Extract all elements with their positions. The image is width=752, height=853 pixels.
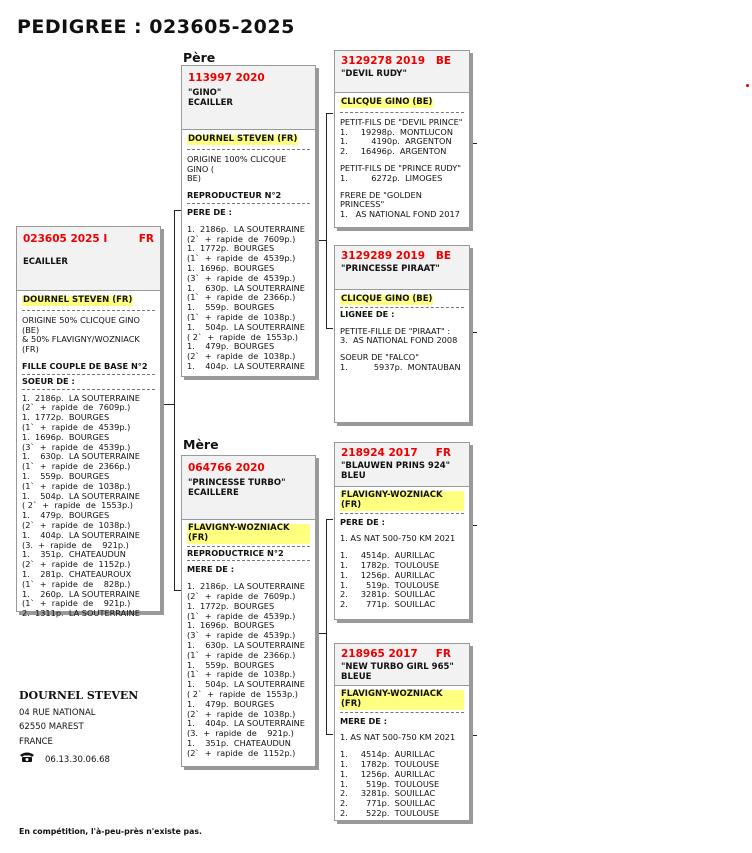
result-line: 1. 630p. LA SOUTERRAINE — [22, 451, 140, 462]
subject-card-header — [17, 227, 160, 291]
result-line: ( 2` + rapide de 1553p.) — [187, 331, 298, 342]
result-line: 2. 3281p. SOUILLAC — [340, 589, 436, 600]
result-line: 1. 351p. CHATEAUDUN — [187, 737, 291, 748]
result-line: (1` + rapide de 2366p.) — [22, 461, 131, 472]
maternal-grandfather-card — [334, 442, 470, 620]
result-line: 1. 5937p. MONTAUBAN — [340, 361, 461, 372]
result-line: 1. 630p. LA SOUTERRAINE — [187, 282, 305, 293]
result-line: 1. 1256p. AURILLAC — [340, 569, 435, 580]
pigeon-color: ECAILLER — [188, 98, 233, 108]
result-line: (1` + rapide de 2366p.) — [187, 649, 296, 660]
country-code: BE — [435, 250, 451, 262]
connector — [326, 519, 327, 734]
ring-number: 218965 2017 — [341, 648, 418, 660]
country-code: FR — [138, 233, 154, 245]
ring-number: 113997 2020 — [188, 72, 265, 84]
result-line: 1. 4514p. AURILLAC — [340, 550, 435, 561]
owner-highlight: FLAVIGNY-WOZNIACK (FR) — [187, 524, 310, 544]
result-line: 1. 504p. LA SOUTERRAINE — [22, 490, 140, 501]
result-line: 1. 519p. TOULOUSE — [340, 579, 440, 590]
result-line: ( 2` + rapide de 1553p.) — [187, 688, 298, 699]
result-line: 1. 479p. BOURGES — [187, 698, 275, 709]
card-header — [335, 443, 469, 487]
subject-card — [16, 226, 161, 619]
result-line: (3` + rapide de 4539p.) — [187, 272, 296, 283]
result-line: 1. 1256p. AURILLAC — [340, 768, 435, 779]
father-label: Père — [183, 50, 216, 65]
lineage-line: FRERE DE "GOLDEN PRINCESS" — [340, 189, 422, 210]
results-list — [187, 225, 310, 372]
result-line: (1` + rapide de 2366p.) — [187, 292, 296, 303]
achievement-line: 1. AS NAT 500-750 KM 2021 — [340, 732, 456, 743]
results-list — [340, 363, 464, 373]
result-line: 1. 1782p. TOULOUSE — [340, 559, 440, 570]
role-label: REPRODUCTEUR N°2 — [187, 190, 282, 201]
result-line: 1. 504p. LA SOUTERRAINE — [187, 321, 305, 332]
result-line: (1` + rapide de 1038p.) — [22, 480, 131, 491]
section-label: SOEUR DE : — [22, 375, 75, 386]
result-line: 1. 1772p. BOURGES — [187, 243, 275, 254]
result-line: 2. 771p. SOUILLAC — [340, 798, 436, 809]
connector — [174, 590, 181, 591]
result-line: 1. 260p. LA SOUTERRAINE — [22, 588, 140, 599]
ring-number: 218924 2017 — [341, 447, 418, 459]
result-line: (1` + rapide de 921p.) — [22, 598, 131, 609]
result-line: (2` + rapide de 7609p.) — [187, 233, 296, 244]
result-line: 1. 2186p. LA SOUTERRAINE — [22, 392, 140, 403]
results-list — [340, 336, 464, 346]
results-list — [340, 750, 464, 819]
owner-highlight: DOURNEL STEVEN (FR) — [23, 295, 133, 305]
result-line: 1. 19298p. MONTLUCON — [340, 126, 453, 137]
result-line: 1. 4190p. ARGENTON — [340, 136, 452, 147]
card-header — [335, 246, 469, 290]
result-line: (1` + rapide de 4539p.) — [187, 253, 296, 264]
pigeon-name: "GINO" — [188, 88, 222, 98]
results-list — [340, 128, 464, 157]
pigeon-name: "PRINCESSE TURBO" — [188, 478, 286, 488]
result-line: 1. 351p. CHATEAUDUN — [22, 549, 126, 560]
owner-highlight: FLAVIGNY-WOZNIACK (FR) — [340, 690, 464, 710]
connector — [326, 328, 333, 329]
page-title: PEDIGREE : 023605-2025 — [17, 16, 295, 38]
result-line: 1. 559p. BOURGES — [187, 659, 275, 670]
owner-highlight: CLICQUE GINO (BE) — [341, 294, 433, 304]
mother-label: Mère — [183, 437, 219, 452]
country-code: BE — [435, 55, 451, 67]
origin-line: BE) — [187, 173, 201, 184]
result-line: 1. 2186p. LA SOUTERRAINE — [187, 223, 305, 234]
section-label: PERE DE : — [340, 516, 385, 527]
results-list — [187, 582, 310, 758]
result-line: (1` + rapide de 4539p.) — [187, 610, 296, 621]
result-line: (1` + rapide de 828p.) — [22, 578, 131, 589]
section-label: LIGNEE DE : — [340, 308, 395, 319]
result-line: 1. 1772p. BOURGES — [22, 412, 110, 423]
pigeon-name: "BLAUWEN PRINS 924" — [341, 461, 451, 471]
origin-line: ORIGINE 100% CLICQUE GINO ( — [187, 153, 287, 174]
result-line: 1. 404p. LA SOUTERRAINE — [22, 529, 140, 540]
connector — [316, 633, 326, 634]
ring-number: 064766 2020 — [188, 462, 265, 474]
section-label: MERE DE : — [340, 715, 388, 726]
telephone-icon — [19, 751, 35, 769]
role-label: REPRODUCTRICE N°2 — [187, 547, 284, 558]
connector — [470, 525, 477, 526]
result-line: 1. 404p. LA SOUTERRAINE — [187, 718, 305, 729]
father-card — [181, 65, 316, 377]
connector — [326, 519, 333, 520]
result-line: (2` + rapide de 1152p.) — [187, 747, 296, 758]
result-line: 1. 519p. TOULOUSE — [340, 778, 440, 789]
mother-card — [181, 455, 316, 767]
maternal-grandmother-card — [334, 643, 470, 821]
result-line: (2` + rapide de 7609p.) — [22, 402, 131, 413]
result-line: 1. 479p. BOURGES — [187, 341, 275, 352]
result-line: 1. 6272p. LIMOGES — [340, 172, 443, 183]
result-line: 1. 4514p. AURILLAC — [340, 749, 435, 760]
result-line: 2. 3281p. SOUILLAC — [340, 788, 436, 799]
result-line: (3` + rapide de 4539p.) — [22, 441, 131, 452]
card-header — [335, 644, 469, 686]
phone-number: 06.13.30.06.68 — [45, 754, 110, 765]
result-line: 2. 522p. TOULOUSE — [340, 807, 440, 818]
connector — [470, 332, 477, 333]
card-header — [335, 51, 469, 93]
result-line: (1` + rapide de 1038p.) — [187, 311, 296, 322]
achievement-line: 1. AS NAT 500-750 KM 2021 — [340, 533, 456, 544]
owner-highlight: FLAVIGNY-WOZNIACK (FR) — [340, 491, 464, 511]
result-line: 1. 1772p. BOURGES — [187, 600, 275, 611]
lineage-line: PETIT-FILS DE "DEVIL PRINCE" — [340, 116, 463, 127]
lineage-line: SOEUR DE "FALCO" — [340, 352, 419, 363]
owner-highlight: CLICQUE GINO (BE) — [341, 97, 433, 107]
father-card-header — [182, 66, 315, 130]
mother-card-header — [182, 456, 315, 520]
origin-line: & 50% FLAVIGNY/WOZNIACK (FR) — [22, 334, 140, 355]
ring-number: 3129289 2019 — [341, 250, 426, 262]
pigeon-name: "PRINCESSE PIRAAT" — [341, 264, 440, 274]
result-line: (2` + rapide de 1038p.) — [22, 519, 131, 530]
connector — [174, 210, 181, 211]
result-line: 1. 559p. BOURGES — [187, 302, 275, 313]
country-line: FRANCE — [19, 736, 53, 747]
country-code: FR — [435, 648, 451, 660]
result-line: 2. 16496p. ARGENTON — [340, 146, 447, 157]
results-list — [22, 394, 155, 619]
connector — [326, 113, 333, 114]
result-line: 2. 771p. SOUILLAC — [340, 599, 436, 610]
result-line: (2` + rapide de 7609p.) — [187, 590, 296, 601]
lineage-line: PETIT-FILS DE "PRINCE RUDY" — [340, 162, 462, 173]
result-line: 1. 559p. BOURGES — [22, 470, 110, 481]
origin-line: ORIGINE 50% CLICQUE GINO (BE) — [22, 314, 140, 335]
connector — [326, 113, 327, 328]
result-line: 3. AS NATIONAL FOND 2008 — [340, 335, 458, 346]
country-code: FR — [435, 447, 451, 459]
owner-highlight: DOURNEL STEVEN (FR) — [188, 134, 298, 144]
connector — [162, 404, 174, 405]
red-dot-mark — [746, 84, 749, 87]
pigeon-name: ECAILLER — [23, 257, 68, 267]
lineage-line: PETITE-FILLE DE "PIRAAT" : — [340, 325, 451, 336]
result-line: 1. 1782p. TOULOUSE — [340, 758, 440, 769]
result-line: 1. 630p. LA SOUTERRAINE — [187, 639, 305, 650]
address-line: 62550 MAREST — [19, 722, 84, 732]
role-label: FILLE COUPLE DE BASE N°2 — [22, 360, 148, 371]
section-label: PERE DE : — [187, 206, 232, 217]
connector — [174, 210, 175, 590]
pigeon-color: ECAILLERE — [188, 488, 239, 498]
result-line: 2. 1311p. LA SOUTERRAINE — [22, 608, 140, 619]
results-list — [340, 551, 464, 610]
result-line: 1. 2186p. LA SOUTERRAINE — [187, 581, 305, 592]
section-label: MERE DE : — [187, 564, 235, 575]
result-line: 1. 504p. LA SOUTERRAINE — [187, 679, 305, 690]
ring-number: 023605 2025 I — [23, 233, 108, 245]
address-line: 04 RUE NATIONAL — [19, 707, 96, 718]
pigeon-color: BLEUE — [341, 672, 372, 682]
result-line: (1` + rapide de 1038p.) — [187, 669, 296, 680]
pigeon-name: "NEW TURBO GIRL 965" — [341, 662, 454, 672]
connector — [316, 240, 326, 241]
result-line: 1. 1696p. BOURGES — [187, 262, 275, 273]
result-line: 1. 1696p. BOURGES — [22, 431, 110, 442]
breeder-contact — [19, 689, 138, 769]
result-line: (3. + rapide de 921p.) — [22, 539, 129, 550]
breeder-name: DOURNEL STEVEN — [19, 689, 139, 702]
pigeon-name: "DEVIL RUDY" — [341, 69, 407, 79]
pigeon-color: BLEU — [341, 471, 366, 481]
result-line: (2` + rapide de 1038p.) — [187, 351, 296, 362]
connector — [470, 143, 477, 144]
paternal-grandmother-card — [334, 245, 470, 423]
motto: En compétition, l'à-peu-près n'existe pas. — [19, 827, 202, 836]
connector — [470, 735, 477, 736]
result-line: (2` + rapide de 1038p.) — [187, 708, 296, 719]
connector — [326, 734, 333, 735]
results-list — [340, 174, 464, 184]
result-line: (3. + rapide de 921p.) — [187, 728, 294, 739]
result-line: 1. 479p. BOURGES — [22, 510, 110, 521]
result-line: ( 2` + rapide de 1553p.) — [22, 500, 133, 511]
result-line: (3` + rapide de 4539p.) — [187, 630, 296, 641]
result-line: 1. AS NATIONAL FOND 2017 — [340, 209, 460, 220]
results-list — [340, 210, 464, 220]
result-line: (2` + rapide de 1152p.) — [22, 559, 131, 570]
result-line: 1. 281p. CHATEAUROUX — [22, 568, 132, 579]
result-line: 1. 1696p. BOURGES — [187, 620, 275, 631]
result-line: (1` + rapide de 4539p.) — [22, 421, 131, 432]
ring-number: 3129278 2019 — [341, 55, 426, 67]
result-line: 1. 404p. LA SOUTERRAINE — [187, 360, 305, 371]
paternal-grandfather-card — [334, 50, 470, 228]
